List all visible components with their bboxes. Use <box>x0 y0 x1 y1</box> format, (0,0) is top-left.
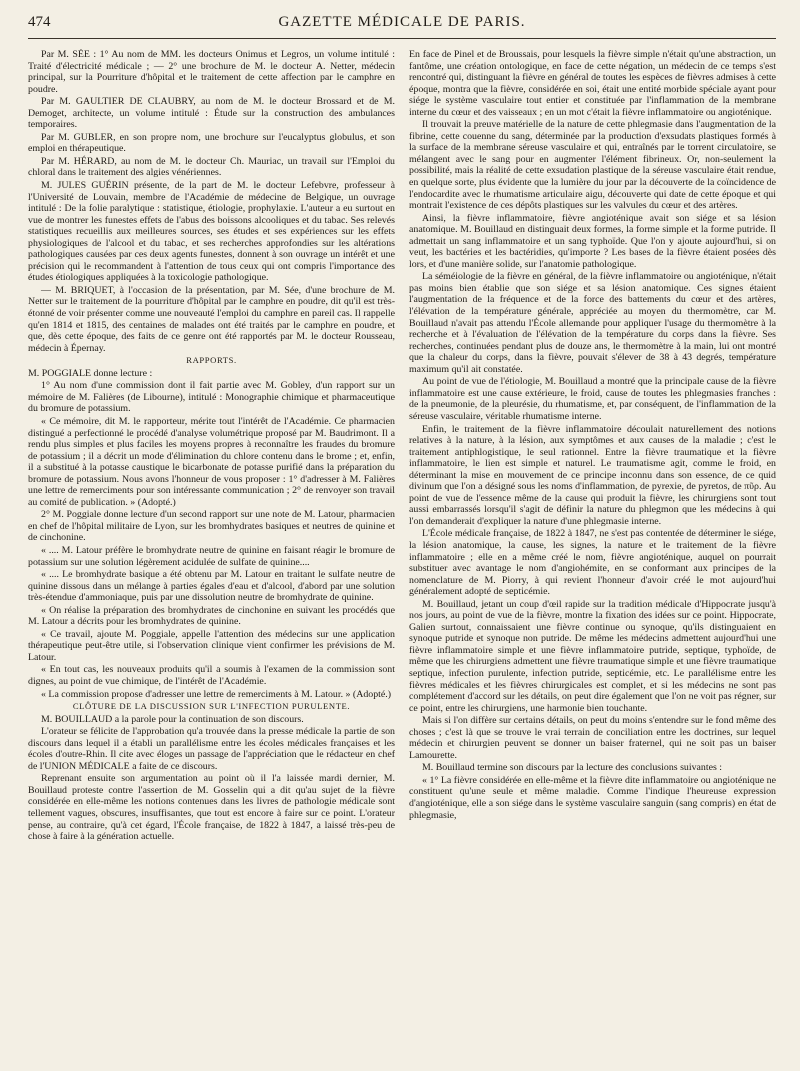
paragraph: « La commission propose d'adresser une lettre de remerciments à M. Latour. » (Adopté.) <box>41 688 392 700</box>
paragraph: Par M. GAULTIER DE CLAUBRY, au nom de M. le docteur Brossard et de M. Demoget, architecte, un volume intitulé : Étude sur la construction des ambulances temporaires. <box>28 96 395 131</box>
paragraph: En face de Pinel et de Broussais, pour lesquels la fièvre simple n'était qu'une abstraction, un fantôme, une création ontologique, en face de cette négation, un médecin de ce temps s'est rencontré qui, distinguant la fièvre en général de toutes les espèces de fièvres admises à cette époque, montra que la fièvre, considérée en soi, était une entité morbide spéciale ayant pour siége le système vasculaire tout entier et constituée par l'inflammation de la membrane interne du cœur et des vaisseaux ; en un mot c'était la fièvre inflammatoire ou angioténique. <box>409 49 776 118</box>
paragraph: Par M. GUBLER, en son propre nom, une brochure sur l'eucalyptus globulus, et son emploi en thérapeutique. <box>28 131 395 155</box>
paragraph: M. POGGIALE donne lecture : <box>28 367 153 379</box>
journal-title: GAZETTE MÉDICALE DE PARIS. <box>278 14 526 30</box>
paragraph: M. BOUILLAUD a la parole pour la continuation de son discours. <box>41 713 304 725</box>
paragraph: Au point de vue de l'étiologie, M. Bouillaud a montré que la principale cause de la fièvre inflammatoire est une cause extérieure, le froid, cause de toutes les phlegmasies franches : de la pneumonie, de la pleurésie, du rhumatisme, et, par conséquent, de l'inflammation de la séreuse vasculaire, véritable rhumatisme interne. <box>409 376 776 422</box>
paragraph: « 1° La fièvre considérée en elle-même et la fièvre dite inflammatoire ou angioténique ne constituent qu'une seule et même maladie. Comme l'indique l'heureuse expression d'angioténique, elle a son siége dans le système vasculaire sanguin (sang compris) en état de phlegmasie, <box>409 774 776 821</box>
section-heading: RAPPORTS. <box>186 355 237 366</box>
paragraph: La séméiologie de la fièvre en général, de la fièvre inflammatoire ou angioténique, n'était pas moins bien établie que son siége et sa lésion anatomique. Ces signes étaient l'augmentation de la fréquence et de la force des battements du cœur et des artères, l'élévation de la température générale, appréciée au moyen du thermomètre, car M. Bouillaud n'avait pas attendu l'École allemande pour appliquer l'usage du thermomètre à la recherche et à l'évaluation de l'élévation de la température du corps dans la fièvre. Ses recherches, continuées pendant plus de douze ans, le thermomètre à la main, lui ont montré que la chaleur du corps, dans la fièvre, pouvait s'élever de 38 à 43 degrés, température maximum qu'il ait constatée. <box>409 271 776 375</box>
paragraph: M. Bouillaud termine son discours par la lecture des conclusions suivantes : <box>422 762 723 774</box>
page-number: 474 <box>28 14 51 30</box>
paragraph: M. Bouillaud, jetant un coup d'œil rapide sur la tradition médicale d'Hippocrate jusqu'à nos jours, au point de vue de la fièvre, montre la fixation des idées sur ce point. Hippocrate, Galien surtout, connaissaient une fièvre continue ou synoque, qu'ils distinguaient en synoque putride et synoque non putride. De même les médecins admettent aujourd'hui une fièvre inflammatoire simple et une fièvre inflammatoire putride, septique, typhoïde, de même que les chirurgiens admettent une fièvre traumatique simple et une fièvre traumatique septique, infection purulente, infection putride, septicémie, etc. Le parallélisme entre les fièvres médicales et les fièvres chirurgicales est complet, et si les médecins ne sont pas complétement d'accord sur les détails, on peut dire également que l'on ne voit pas régner, sur ce point, entre les chirurgiens, une harmonie bien touchante. <box>409 598 776 714</box>
section-heading: CLÔTURE DE LA DISCUSSION SUR L'INFECTION PURULENTE. <box>72 701 351 712</box>
left-column <box>28 49 395 1071</box>
paragraph: « On réalise la préparation des bromhydrates de cinchonine en suivant les procédés que M. Latour a décrits pour les bromhydrates de quinine. <box>28 604 395 628</box>
paragraph: « En tout cas, les nouveaux produits qu'il a soumis à l'examen de la commission sont dignes, au point de vue chimique, de l'intérêt de l'Académie. <box>28 664 395 687</box>
running-head <box>28 14 776 39</box>
paragraph: — M. BRIQUET, à l'occasion de la présentation, par M. Sée, d'une brochure de M. Netter sur le traitement de la pourriture d'hôpital par le camphre en poudre, dit qu'il est très-étonné de voir présenter comme une nouveauté l'emploi du camphre en pareil cas. Il rappelle qu'en 1814 et 1815, des centaines de malades ont été traités par le camphre en poudre, et que, dès cette époque, des faits de ce genre ont été rapportés par M. le docteur Rousseau, médecin à Épernay. <box>28 284 395 354</box>
paragraph: « Ce mémoire, dit M. le rapporteur, mérite tout l'intérêt de l'Académie. Ce pharmacien distingué a perfectionné le procédé d'analyse volumétrique proposé par M. Baudrimont. Il a rendu plus simples et plus faciles les moyens propres à reconnaître les fraudes du bromure de potassium ; il a décrit un mode d'élimination du chlore contenu dans le brome ; et, enfin, il a substitué à la potasse caustique le bicarbonate de potasse purifié dans la préparation du bromure de potassium. Nous avons l'honneur de vous proposer : 1° d'adresser à M. Falières une lettre de remerciments pour son intéressante communication ; 2° de renvoyer son travail au comité de publication. » (Adopté.) <box>28 415 395 508</box>
right-column <box>409 49 776 1071</box>
paragraph: Par M. SÉE : 1° Au nom de MM. les docteurs Onimus et Legros, un volume intitulé : Traité d'électricité médicale ; — 2° une brochure de M. le docteur A. Netter, médecin principal, sur la Pourriture d'hôpital et le traitement de cette affection par le camphre en poudre. <box>28 49 395 95</box>
paragraph: Par M. HÉRARD, au nom de M. le docteur Ch. Mauriac, un travail sur l'Emploi du chloral dans le traitement des algies vénériennes. <box>28 155 395 179</box>
paragraph: 1° Au nom d'une commission dont il fait partie avec M. Gobley, d'un rapport sur un mémoire de M. Falières (de Libourne), intitulé : Monographie chimique et pharmaceutique du bromure de potassium. <box>28 380 395 415</box>
paragraph: L'orateur se félicite de l'approbation qu'a trouvée dans la presse médicale la partie de son discours dans lequel il a établi un parallélisme entre les écoles médicales françaises et les écoles d'outre-Rhin. Il cite avec éloges un passage de l'appréciation que le rédacteur en chef de l'UNION MÉDICALE a faite de ce discours. <box>28 726 395 772</box>
paragraph: « .... M. Latour préfère le bromhydrate neutre de quinine en faisant réagir le bromure de potassium sur une solution légèrement acidulée de sulfate de quinine.... <box>28 544 395 568</box>
paragraph: Mais si l'on diffère sur certains détails, on peut du moins s'entendre sur le fond même des choses ; c'est là que se trouve le vrai terrain de conciliation entre les doctrines, sur lequel médecin et chirurgien peuvent se donner un baiser fraternel, qui ne soit pas un baiser Lamourette. <box>409 715 776 761</box>
paragraph: Enfin, le traitement de la fièvre inflammatoire découlait naturellement des notions relatives à la nature, à la lésion, aux symptômes et aux causes de la maladie ; c'est le traitement antiphlogistique, le seul rationnel. Entre la fièvre traumatique et la fièvre inflammatoire, le lien est simple et naturel. Le traumatisme agit, comme le froid, en déterminant la mise en mouvement de ce principe inconnu dans son essence, de ce quid divinum que l'on a désigné sous les noms d'inflammation, de pyrexie, de pyretos, de πῦρ. Au point de vue de l'essence même de la cause qui produit la fièvre, les chirurgiens sont tout aussi embarrassés lorsqu'il s'agit de définir la nature du phlegmon que les médecins à qui l'on demanderait d'expliquer la nature d'une phlegmasie interne. <box>409 423 776 527</box>
paragraph: 2° M. Poggiale donne lecture d'un second rapport sur une note de M. Latour, pharmacien en chef de l'hôpital militaire de Lyon, sur les bromhydrates basiques et neutres de quinine et de cinchonine. <box>28 509 395 544</box>
paragraph: « .... Le bromhydrate basique a été obtenu par M. Latour en traitant le sulfate neutre de quinine dissous dans un mélange à parties égales d'eau et d'alcool, d'abord par une solution très-étendue d'ammoniaque, puis par une dissolution neutre de bromhydrate de quinine. <box>28 569 395 604</box>
paragraph: Ainsi, la fièvre inflammatoire, fièvre angioténique avait son siége et sa lésion anatomique. M. Bouillaud en distinguait deux formes, la forme simple et la forme putride. Il admettait un sang inflammatoire et un sang typhoïde. Que l'on y ajoute aujourd'hui, si on veut, les bactéries et les bactéridies, qu'importe ? Les bases de la fièvre étaient posées dès lors, et d'une manière solide, sur l'anatomie pathologique. <box>409 212 776 270</box>
paragraph: Il trouvait la preuve matérielle de la nature de cette phlegmasie dans l'augmentation de la fibrine, cette couenne du sang, déterminée par la production d'exsudats plastiques formés à la surface de la membrane séreuse vasculaire et qui, entraînés par le torrent circulatoire, se mélangent avec le sang pour en augmenter l'élément fibrineux. Or, non-seulement la possibilité, mais la réalité de cette exsudation plastique de la séreuse vasculaire était rendue, en quelque sorte, plus évidente que la lumière du jour par la découverte de la coïncidence de l'endocardite avec le rhumatisme articulaire aigu, découverte qui date de cette époque et qui montrait l'existence de ces dépôts plastiques sur les valvules du cœur et des artères. <box>409 119 776 212</box>
text-columns <box>28 49 776 1071</box>
paragraph: L'École médicale française, de 1822 à 1847, ne s'est pas contentée de déterminer le siége, la lésion anatomique, la cause, les signes, la nature et le traitement de la fièvre inflammatoire ; elle en a même créé le nom, fièvre angioténique, auquel on pourrait substituer avec avantage le nom d'angiohémite, en se conformant aux principes de la nomenclature de M. Piorry, à qui revient l'honneur d'avoir créé le mot aujourd'hui généralement adopté de septicémie. <box>409 528 776 598</box>
paragraph: « Ce travail, ajoute M. Poggiale, appelle l'attention des médecins sur une application thérapeutique peut-être utile, si l'observation clinique vient confirmer les prévisions de M. Latour. <box>28 628 395 663</box>
paragraph: Reprenant ensuite son argumentation au point où il l'a laissée mardi dernier, M. Bouillaud proteste contre l'assertion de M. Gosselin qui a dit qu'au sujet de la fièvre considérée en elle-même les notions contenues dans les livres de pathologie médicale sont tellement vagues, obscures, insuffisantes, que tout est encore à faire sur ce point. L'orateur pense, au contraire, qu'à cet égard, l'École française, de 1822 à 1847, a laissé très-peu de chose à faire à la génération actuelle. <box>28 773 395 843</box>
paragraph: M. JULES GUÉRIN présente, de la part de M. le docteur Lefebvre, professeur à l'Université de Louvain, membre de l'Académie de médecine de Belgique, un ouvrage intitulé : De la folie paralytique : statistique, étiologie, prophylaxie. L'auteur a eu surtout en vue de montrer les funestes effets de l'abus des boissons alcooliques et du tabac. Ses relevés statistiques recueillis aux meilleures sources, ses études et ses expériences sur les effets physiologiques de l'alcool et du tabac, et ses recherches approfondies sur les altérations pathologiques causées par ces deux agents funestes, donnent à son ouvrage un intérêt et une précision qui le recommandent à l'attention de tous ceux qui ont compris l'importance des études étiologiques appliquées à la toxicologie pathologique. <box>28 180 395 284</box>
